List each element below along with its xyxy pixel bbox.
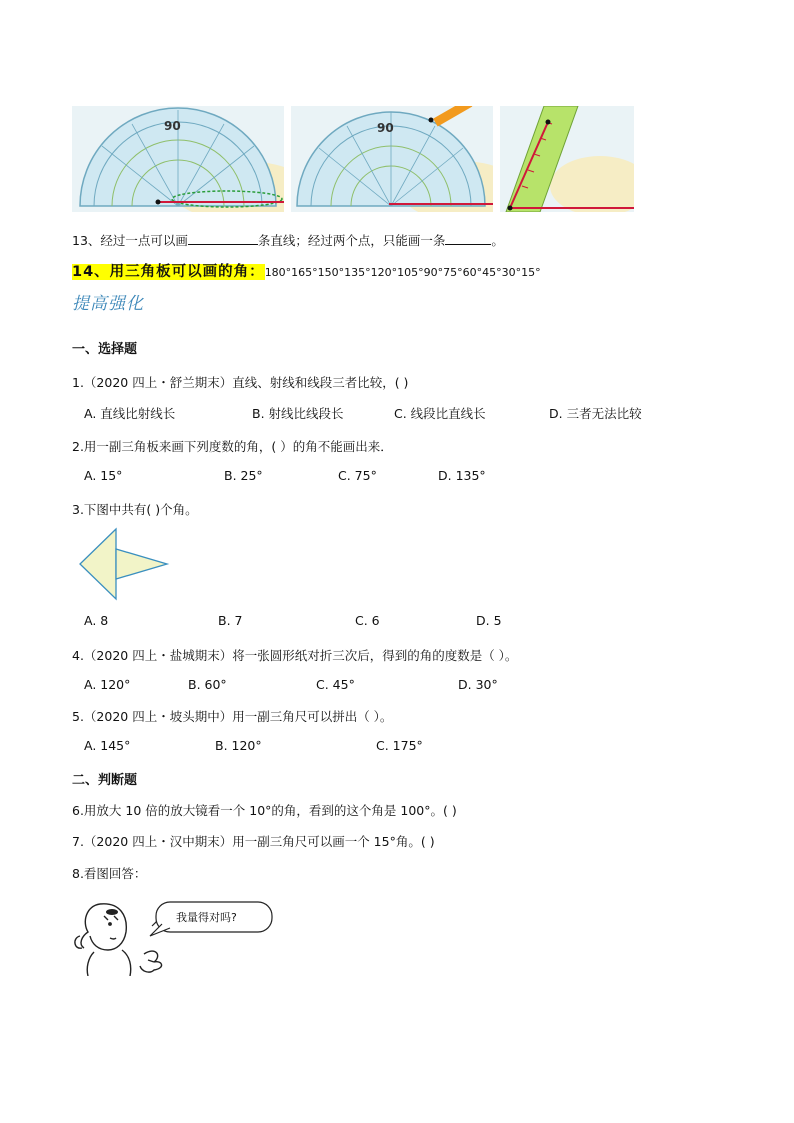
q4-option-b[interactable]: B. 60° [188, 677, 227, 692]
question-2: 2.用一副三角板来画下列度数的角，( ）的角不能画出来． [72, 439, 393, 454]
ruler-image [500, 106, 634, 212]
question-6: 6.用放大 10 倍的放大镜看一个 10°的角，看到的这个角是 100°。( ) [72, 803, 457, 818]
protractor-ninety-label: 90 [164, 119, 181, 133]
q3-figure [78, 527, 170, 604]
q8-figure [70, 896, 280, 979]
q3-option-c[interactable]: C. 6 [355, 613, 380, 628]
q1-option-c[interactable]: C. 线段比直线长 [394, 406, 486, 421]
q3-option-a[interactable]: A. 8 [84, 613, 109, 628]
q14-angles: 180°165°150°135°120°105°90°75°60°45°30°15° [264, 266, 541, 279]
q2-option-b[interactable]: B. 25° [224, 468, 263, 483]
section-title: 提高强化 [72, 294, 144, 314]
q13-prefix: 13、经过一点可以画 [72, 233, 188, 248]
question-8: 8.看图回答： [72, 866, 147, 881]
q3-option-d[interactable]: D. 5 [476, 613, 502, 628]
question-5: 5.（2020 四上・坡头期中）用一副三角尺可以拼出（ ）。 [72, 709, 393, 724]
question-7: 7.（2020 四上・汉中期末）用一副三角尺可以画一个 15°角。( ) [72, 834, 435, 849]
q4-option-a[interactable]: A. 120° [84, 677, 131, 692]
section-choice-heading: 一、选择题 [72, 342, 138, 357]
q2-option-a[interactable]: A. 15° [84, 468, 123, 483]
question-14 [72, 260, 541, 281]
q4-option-d[interactable]: D. 30° [458, 677, 498, 692]
question-4: 4.（2020 四上・盐城期末）将一张圆形纸对折三次后，得到的角的度数是（ ）。 [72, 648, 518, 663]
q1-option-a[interactable]: A. 直线比射线长 [84, 406, 176, 421]
q5-option-a[interactable]: A. 145° [84, 738, 131, 753]
q5-option-b[interactable]: B. 120° [215, 738, 262, 753]
protractor-image-2 [291, 106, 493, 212]
q13-middle: 条直线；经过两个点，只能画一条 [257, 233, 446, 248]
protractor-ninety-label: 90 [377, 121, 394, 135]
q1-option-d[interactable]: D. 三者无法比较 [549, 406, 642, 421]
question-3: 3.下图中共有( )个角。 [72, 502, 198, 517]
section-judgement-heading: 二、判断题 [72, 773, 138, 788]
q13-suffix: 。 [491, 233, 504, 248]
q2-option-c[interactable]: C. 75° [338, 468, 377, 483]
q5-option-c[interactable]: C. 175° [376, 738, 423, 753]
q8-speech-bubble: 我量得对吗? [176, 911, 237, 924]
question-13 [72, 231, 504, 249]
q3-option-b[interactable]: B. 7 [218, 613, 243, 628]
q13-blank-1[interactable] [188, 232, 258, 245]
q13-blank-2[interactable] [445, 232, 491, 245]
protractor-image-1 [72, 106, 284, 212]
q1-option-b[interactable]: B. 射线比线段长 [252, 406, 344, 421]
question-1: 1.（2020 四上・舒兰期末）直线、射线和线段三者比较，( ) [72, 375, 409, 390]
q4-option-c[interactable]: C. 45° [316, 677, 355, 692]
q14-heading: 14、用三角板可以画的角： [72, 264, 265, 280]
q2-option-d[interactable]: D. 135° [438, 468, 486, 483]
